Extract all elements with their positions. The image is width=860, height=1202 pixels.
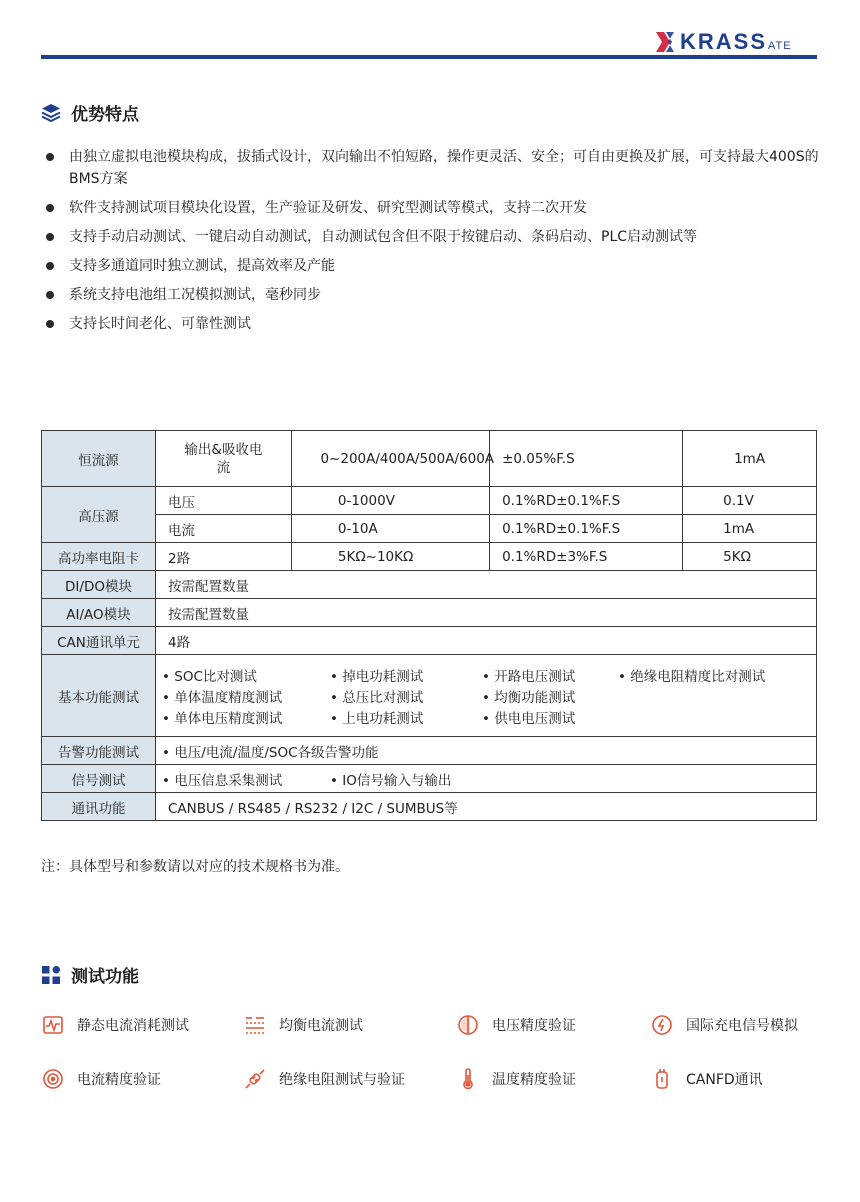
alarm-value: • 电压/电流/温度/SOC各级告警功能	[162, 745, 379, 761]
test-function-item	[456, 1010, 650, 1040]
table-cell: 按需配置数量	[156, 599, 817, 627]
test-function-label: 国际充电信号模拟	[686, 1018, 798, 1034]
advantages-title: 优势特点	[71, 105, 139, 125]
brand-mark-icon	[656, 32, 678, 52]
table-row	[42, 571, 817, 599]
signal-item: • 电压信息采集测试	[162, 769, 330, 789]
table-cell: 4路	[156, 627, 817, 655]
test-functions-grid	[41, 1010, 831, 1118]
function-item: • 均衡功能测试	[482, 686, 618, 706]
table-cell: 1mA	[683, 431, 817, 487]
table-cell: 输出&吸收电流	[156, 431, 292, 487]
test-function-label: 绝缘电阻测试与验证	[279, 1072, 405, 1088]
function-item: • 供电电压测试	[482, 707, 618, 727]
table-row	[42, 627, 817, 655]
list-item	[44, 313, 820, 335]
function-item: • 绝缘电阻精度比对测试	[618, 665, 804, 685]
table-cell	[156, 737, 817, 765]
balance-icon	[243, 1013, 267, 1037]
test-function-item	[243, 1010, 456, 1040]
row-header: DI/DO模块	[42, 571, 156, 599]
row-header: 信号测试	[42, 765, 156, 793]
table-cell: CANBUS / RS485 / RS232 / I2C / SUMBUS等	[156, 793, 817, 821]
layers-icon	[41, 103, 61, 123]
signal-item: • IO信号输入与输出	[330, 773, 451, 789]
advantages-list	[44, 146, 820, 342]
list-item	[44, 255, 820, 277]
list-item	[44, 146, 820, 190]
table-row	[42, 655, 817, 737]
thermometer-icon	[456, 1067, 480, 1091]
advantages-heading	[41, 100, 139, 125]
table-row	[42, 487, 817, 515]
row-header: AI/AO模块	[42, 599, 156, 627]
function-item: • 掉电功耗测试	[330, 665, 482, 685]
test-function-label: 静态电流消耗测试	[77, 1018, 189, 1034]
row-header: 告警功能测试	[42, 737, 156, 765]
table-cell: 5KΩ	[683, 543, 817, 571]
table-row	[42, 793, 817, 821]
brand-logo	[656, 28, 792, 52]
row-header: 高功率电阻卡	[42, 543, 156, 571]
test-function-label: 电流精度验证	[77, 1072, 161, 1088]
table-cell: 0-10A	[291, 515, 489, 543]
feature-text: 支持长时间老化、可靠性测试	[69, 316, 251, 332]
test-function-label: CANFD通讯	[686, 1072, 763, 1088]
table-cell: 0.1%RD±3%F.S	[490, 543, 683, 571]
row-header: 通讯功能	[42, 793, 156, 821]
header-divider	[41, 55, 817, 59]
feature-text: 支持手动启动测试、一键启动自动测试，自动测试包含但不限于按键启动、条码启动、PLC启动测试等	[69, 229, 698, 245]
table-cell: 电压	[156, 487, 292, 515]
function-item: • 单体温度精度测试	[162, 686, 330, 706]
table-row	[42, 737, 817, 765]
feature-text: 支持多通道同时独立测试，提高效率及产能	[69, 258, 335, 274]
function-item: • 开路电压测试	[482, 665, 618, 685]
table-cell	[156, 655, 817, 737]
table-cell: 0.1%RD±0.1%F.S	[490, 515, 683, 543]
test-function-label: 温度精度验证	[492, 1072, 576, 1088]
test-function-label: 电压精度验证	[492, 1018, 576, 1034]
table-cell: 0-1000V	[291, 487, 489, 515]
voltage-icon	[456, 1013, 480, 1037]
list-item	[44, 284, 820, 306]
basic-functions-grid	[162, 665, 804, 727]
spec-table	[41, 430, 817, 821]
lightning-icon	[650, 1013, 674, 1037]
grid-icon	[41, 965, 61, 985]
list-item	[44, 197, 820, 219]
list-item	[44, 226, 820, 248]
table-row	[42, 431, 817, 487]
test-function-item	[41, 1064, 243, 1094]
row-header: CAN通讯单元	[42, 627, 156, 655]
function-item: • 总压比对测试	[330, 686, 482, 706]
row-header: 恒流源	[42, 431, 156, 487]
function-item: • 上电功耗测试	[330, 707, 482, 727]
row-header: 基本功能测试	[42, 655, 156, 737]
test-function-item	[243, 1064, 456, 1094]
brand-name: KRASS	[680, 29, 768, 54]
table-cell: 0.1V	[683, 487, 817, 515]
brand-suffix: ATE	[768, 40, 792, 52]
function-item: • SOC比对测试	[162, 665, 330, 685]
table-cell: 1mA	[683, 515, 817, 543]
table-row	[42, 599, 817, 627]
test-function-item	[650, 1064, 763, 1094]
feature-text: 软件支持测试项目模块化设置，生产验证及研发、研究型测试等模式，支持二次开发	[69, 200, 587, 216]
test-function-item	[41, 1010, 243, 1040]
test-function-item	[456, 1064, 650, 1094]
table-cell: 按需配置数量	[156, 571, 817, 599]
table-row	[42, 765, 817, 793]
function-item: • 单体电压精度测试	[162, 707, 330, 727]
table-cell: 0.1%RD±0.1%F.S	[490, 487, 683, 515]
feature-text: 系统支持电池组工况模拟测试，毫秒同步	[69, 287, 321, 303]
target-icon	[41, 1067, 65, 1091]
test-functions-title: 测试功能	[71, 967, 139, 987]
table-cell: 5KΩ~10KΩ	[291, 543, 489, 571]
row-header: 高压源	[42, 487, 156, 543]
feature-text: 由独立虚拟电池模块构成，拔插式设计，双向输出不怕短路，操作更灵活、安全；可自由更换及扩展，可支持最大400S的BMS方案	[69, 149, 819, 187]
table-cell: ±0.05%F.S	[490, 431, 683, 487]
connector-icon	[650, 1067, 674, 1091]
table-cell	[156, 765, 817, 793]
test-functions-heading	[41, 962, 139, 987]
table-cell: 2路	[156, 543, 292, 571]
table-cell: 0~200A/400A/500A/600A	[291, 431, 489, 487]
note-text: 注：具体型号和参数请以对应的技术规格书为准。	[41, 859, 349, 875]
test-function-item	[650, 1010, 798, 1040]
resistor-icon	[243, 1067, 267, 1091]
test-function-label: 均衡电流测试	[279, 1018, 363, 1034]
table-row	[42, 543, 817, 571]
table-row	[42, 515, 817, 543]
waveform-icon	[41, 1013, 65, 1037]
table-cell: 电流	[156, 515, 292, 543]
